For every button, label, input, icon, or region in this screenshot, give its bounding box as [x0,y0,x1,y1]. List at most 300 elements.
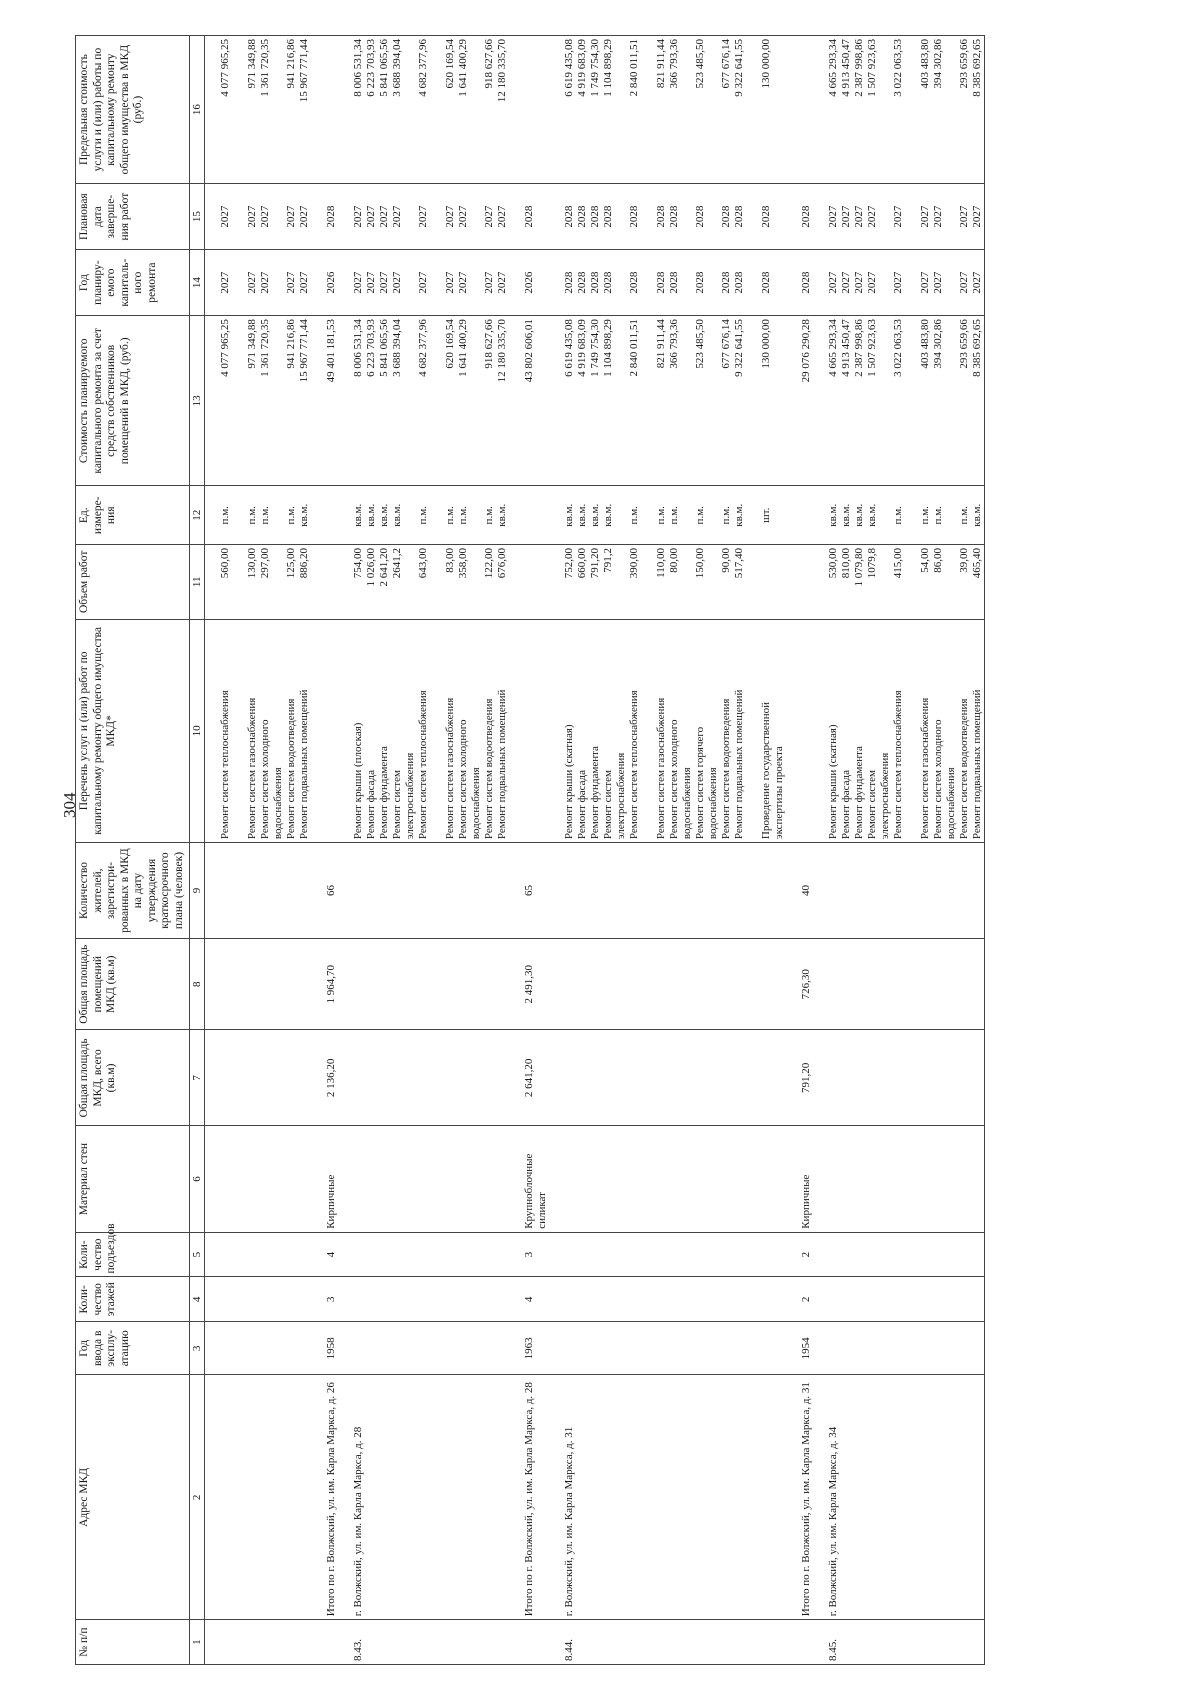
repair-year-line: 2028 [760,271,773,294]
unit-cell [246,486,311,545]
address-cell: Итого по г. Волжский, ул. им. Карла Маркса, д. 31 [800,1375,813,1620]
work-list-line: экспертизы проекта [773,746,786,840]
completion-year-line: 2027 [444,205,457,228]
unit-cell [352,486,430,545]
column-header-5: Коли-чество подъездов [76,1232,190,1277]
column-number-16: 16 [189,36,205,184]
cost-limit-line [404,39,417,180]
completion-year-line: 2027 [932,205,945,228]
cost-limit-line: 130 000,00 [760,39,773,89]
table-row [246,36,311,1665]
column-number-8: 8 [189,938,205,1030]
planned-cost-line: 523 485,50 [694,319,707,369]
spacer-cell [311,1620,325,1665]
unit-line: кв.м. [589,503,602,527]
completion-year-line: 2027 [259,205,272,228]
year-built-cell: 1963 [523,1322,549,1375]
cost-limit-line [681,39,694,180]
planned-cost-line [707,319,720,482]
work-volume-line: 86,00 [932,548,945,573]
cost-limit-line: 8 385 692,65 [971,39,984,97]
work-volume-cell [352,545,430,620]
total-area-cell [655,1030,746,1126]
completion-year-line: 2027 [365,205,378,228]
row-number-cell [444,1620,509,1665]
border-cell [984,250,985,316]
work-volume-line: 517,40 [733,548,746,579]
work-volume-cell [655,545,746,620]
cost-limit-line: 821 911,44 [655,39,668,89]
completion-year-cell [444,184,509,250]
spacer-cell [549,1232,563,1277]
address-cell: г. Волжский, ул. им. Карла Маркса, д. 28 [352,1375,430,1620]
completion-year-line: 2027 [285,205,298,228]
column-header-13: Стоимость планируемого капитального ремонта за счет средств собственников помещений в МКД, (руб.) [76,316,190,486]
completion-year-line: 2028 [655,205,668,228]
spacer-cell [746,619,760,843]
cost-limit-line: 4 919 683,09 [576,39,589,97]
spacer-cell [905,1126,919,1232]
planned-cost-line: 29 076 290,28 [800,319,813,383]
spacer-cell [205,1322,220,1375]
spacer-cell [232,1620,246,1665]
planned-cost-line: 941 216,86 [285,319,298,369]
year-built-cell [444,1322,509,1375]
unit-line: шт. [760,507,773,523]
entrances-cell [352,1232,430,1277]
spacer-cell [232,1126,246,1232]
spacer-cell [430,843,444,939]
spacer-cell [232,250,246,316]
planned-cost-cell [827,316,905,486]
spacer-cell [786,1030,800,1126]
repair-year-line: 2027 [840,271,853,294]
floors-cell: 2 [800,1277,813,1322]
spacer-cell [311,938,325,1030]
planned-cost-line [681,319,694,482]
work-volume-line: 122,00 [483,548,496,579]
planned-cost-line: 8 006 531,34 [352,319,365,377]
column-header-11: Объем работ [76,545,190,620]
work-volume-line: 643,00 [417,548,430,579]
border-cell [984,486,985,545]
spacer-cell [746,1030,760,1126]
unit-line: п.м. [919,506,932,525]
spacer-cell [641,938,655,1030]
spacer-cell [813,1322,827,1375]
completion-year-line: 2027 [378,205,391,228]
work-volume-line [945,548,958,616]
cost-limit-line: 1 749 754,30 [589,39,602,97]
spacer-cell [509,843,523,939]
spacer-cell [338,938,352,1030]
premises-area-cell [352,938,430,1030]
wall-material-cell: Кирпичные [325,1126,338,1232]
spacer-cell [549,619,563,843]
completion-year-line [272,187,285,246]
work-volume-line: 39,00 [958,548,971,573]
work-list-line: Ремонт систем холодного [932,719,945,840]
spacer-cell [786,545,800,620]
planned-cost-line: 4 077 965,25 [219,319,232,377]
work-volume-line [470,548,483,616]
completion-year-line: 2028 [733,205,746,228]
address-cell [219,1375,232,1620]
work-volume-line: 530,00 [827,548,840,579]
spacer-cell [549,184,563,250]
wall-material-cell [444,1126,509,1232]
wall-material-cell [760,1126,786,1232]
work-list-line: водоснабжения [681,767,694,840]
spacer-cell [205,1375,220,1620]
work-volume-line: 110,00 [655,548,668,578]
spacer-cell [786,938,800,1030]
spacer-cell [338,545,352,620]
planned-cost-line [470,319,483,482]
border-cell [984,1232,985,1277]
spacer-cell [205,1232,220,1277]
unit-line: кв.м. [733,503,746,527]
cost-limit-line: 6 223 703,93 [365,39,378,97]
spacer-cell [205,486,220,545]
work-volume-line: 465,40 [971,548,984,579]
spacer-cell [905,486,919,545]
work-volume-line: 390,00 [628,548,641,579]
work-list-cell [760,619,786,843]
spacer-cell [311,1232,325,1277]
wall-material-cell [246,1126,311,1232]
spacer-cell [813,1375,827,1620]
spacer-cell [813,1126,827,1232]
column-number-1: 1 [189,1620,205,1665]
work-volume-line: 791,2 [602,548,615,573]
work-list-cell [325,619,338,843]
work-volume-line: 415,00 [892,548,905,579]
planned-cost-line: 1 361 720,35 [259,319,272,377]
cost-limit-cell [655,36,746,184]
spacer-cell [232,486,246,545]
spacer-cell [786,1375,800,1620]
repair-year-line [615,253,628,312]
column-header-1: № п/п [76,1620,190,1665]
spacer-cell [786,486,800,545]
planned-cost-line: 403 483,80 [919,319,932,369]
planned-cost-line: 971 349,88 [246,319,259,369]
row-number-cell [523,1620,549,1665]
total-area-cell: 2 641,20 [523,1030,549,1126]
table-row [800,36,813,1665]
work-list-line: Проведение государственной [760,702,773,840]
work-volume-line: 83,00 [444,548,457,573]
planned-cost-line [615,319,628,482]
row-spacer [338,36,352,1665]
planned-cost-cell [523,316,549,486]
spacer-cell [746,184,760,250]
spacer-cell [509,36,523,184]
spacer-cell [205,619,220,843]
spacer-cell [549,1126,563,1232]
spacer-cell [232,1322,246,1375]
work-list-line: водоснабжения [470,767,483,840]
residents-cell [246,843,311,939]
cost-limit-cell [919,36,984,184]
spacer-cell [746,486,760,545]
unit-line: п.м. [246,506,259,525]
spacer-cell [813,250,827,316]
repair-year-cell [523,250,549,316]
year-built-cell [919,1322,984,1375]
work-list-cell [246,619,311,843]
spacer-cell [813,316,827,486]
capital-repair-table [75,35,985,1665]
planned-cost-line: 8 385 692,65 [971,319,984,377]
spacer-cell [430,1620,444,1665]
repair-year-line: 2027 [352,271,365,294]
work-list-line: Ремонт фасада [365,769,378,840]
work-volume-line: 80,00 [668,548,681,573]
planned-cost-cell [563,316,641,486]
spacer-cell [549,843,563,939]
residents-cell [219,843,232,939]
spacer-cell [746,316,760,486]
planned-cost-line: 4 665 293,34 [827,319,840,377]
row-number-cell [246,1620,311,1665]
work-list-cell [444,619,509,843]
spacer-cell [205,184,220,250]
repair-year-cell [655,250,746,316]
premises-area-cell [655,938,746,1030]
year-built-cell [655,1322,746,1375]
work-list-line: Ремонт фундамента [853,746,866,840]
repair-year-line [879,253,892,312]
row-spacer [205,36,220,1665]
unit-line [879,489,892,541]
completion-year-cell [655,184,746,250]
column-header-4: Коли-чество этажей [76,1277,190,1322]
unit-line [470,489,483,541]
spacer-cell [905,1232,919,1277]
repair-year-cell [246,250,311,316]
completion-year-line: 2028 [694,205,707,228]
work-list-line: электроснабжения [615,752,628,840]
planned-cost-line [272,319,285,482]
spacer-cell [509,316,523,486]
address-cell: Итого по г. Волжский, ул. им. Карла Маркса, д. 28 [523,1375,549,1620]
table-bottom-border [984,36,985,1665]
work-volume-line [615,548,628,616]
total-area-cell [919,1030,984,1126]
cost-limit-line: 12 180 335,70 [496,39,509,103]
work-list-cell [800,619,813,843]
planned-cost-line: 3 022 063,53 [892,319,905,377]
spacer-cell [549,250,563,316]
border-cell [984,184,985,250]
spacer-cell [813,184,827,250]
cost-limit-line: 4 077 965,25 [219,39,232,97]
spacer-cell [509,1620,523,1665]
column-header-3: Год ввода в эксплу-атацию [76,1322,190,1375]
spacer-cell [509,545,523,620]
total-area-cell [827,1030,905,1126]
column-number-6: 6 [189,1126,205,1232]
repair-year-line: 2028 [602,271,615,294]
cost-limit-line: 941 216,86 [285,39,298,89]
planned-cost-line: 43 802 606,01 [523,319,536,383]
entrances-cell [219,1232,232,1277]
planned-cost-line: 677 676,14 [720,319,733,369]
column-number-11: 11 [189,545,205,620]
table-row [219,36,232,1665]
unit-line: п.м. [444,506,457,525]
address-cell: г. Волжский, ул. им. Карла Маркса, д. 31 [563,1375,641,1620]
work-list-line: электроснабжения [404,752,417,840]
work-volume-cell [444,545,509,620]
residents-cell [352,843,430,939]
repair-year-line: 2026 [325,271,338,294]
spacer-cell [509,1277,523,1322]
cost-limit-line: 15 967 771,44 [298,39,311,103]
wall-material-cell: Кирпичные [800,1126,813,1232]
repair-year-line: 2027 [285,271,298,294]
planned-cost-cell [219,316,232,486]
spacer-cell [509,1232,523,1277]
repair-year-line: 2028 [628,271,641,294]
work-list-line: Ремонт систем газоснабжения [246,697,259,840]
spacer-cell [232,843,246,939]
work-list-line: водоснабжения [272,767,285,840]
cost-limit-line: 620 169,54 [444,39,457,89]
premises-area-cell [219,938,232,1030]
repair-year-cell [563,250,641,316]
planned-cost-cell [246,316,311,486]
spacer-cell [232,545,246,620]
table-row [523,36,549,1665]
spacer-cell [338,1030,352,1126]
unit-line: п.м. [694,506,707,525]
spacer-cell [311,36,325,184]
spacer-cell [311,316,325,486]
spacer-cell [338,1322,352,1375]
spacer-cell [813,486,827,545]
work-volume-line: 297,00 [259,548,272,579]
row-spacer [641,36,655,1665]
cost-limit-line: 971 349,88 [246,39,259,89]
entrances-cell [444,1232,509,1277]
row-spacer [746,36,760,1665]
work-list-line: Ремонт систем теплоснабжения [219,690,232,840]
floors-cell [246,1277,311,1322]
work-list-cell [655,619,746,843]
table-row [444,36,509,1665]
completion-year-line [681,187,694,246]
planned-cost-line: 394 302,86 [932,319,945,369]
repair-year-line: 2028 [694,271,707,294]
spacer-cell [641,316,655,486]
planned-cost-line: 366 793,36 [668,319,681,369]
column-number-4: 4 [189,1277,205,1322]
spacer-cell [509,1375,523,1620]
total-area-cell [760,1030,786,1126]
completion-year-cell [246,184,311,250]
completion-year-line: 2027 [219,205,232,228]
work-list-line: Ремонт систем теплоснабжения [892,690,905,840]
spacer-cell [338,486,352,545]
work-list-line: Ремонт систем теплоснабжения [628,690,641,840]
planned-cost-line: 49 401 181,53 [325,319,338,383]
work-volume-line: 676,00 [496,548,509,579]
spacer-cell [430,184,444,250]
repair-year-line: 2027 [496,271,509,294]
border-cell [984,1322,985,1375]
table-row [655,36,746,1665]
cost-limit-line [945,39,958,180]
cost-limit-line: 6 619 435,08 [563,39,576,97]
unit-line: кв.м. [853,503,866,527]
spacer-cell [232,1030,246,1126]
cost-limit-cell [760,36,786,184]
planned-cost-line: 130 000,00 [760,319,773,369]
unit-cell [800,486,813,545]
planned-cost-line: 293 659,66 [958,319,971,369]
spacer-cell [430,36,444,184]
completion-year-line: 2027 [892,205,905,228]
column-header-9: Количество жителей, зарегистри-рованных в МКД на дату утверждения краткосрочного плана (человек) [76,843,190,939]
completion-year-line: 2027 [827,205,840,228]
wall-material-cell [352,1126,430,1232]
work-volume-line [404,548,417,616]
spacer-cell [641,1322,655,1375]
spacer-cell [509,486,523,545]
row-number-cell: 8.43. [352,1620,430,1665]
work-list-line: Ремонт подвальных помещений [298,689,311,840]
unit-line [681,489,694,541]
completion-year-line: 2028 [602,205,615,228]
cost-limit-line: 677 676,14 [720,39,733,89]
repair-year-line: 2027 [483,271,496,294]
border-cell [984,619,985,843]
residents-cell [563,843,641,939]
spacer-cell [813,1620,827,1665]
spacer-cell [205,36,220,184]
spacer-cell [509,1030,523,1126]
planned-cost-line: 1 104 898,29 [602,319,615,377]
planned-cost-line: 4 913 450,47 [840,319,853,377]
unit-line: кв.м. [298,503,311,527]
spacer-cell [311,250,325,316]
planned-cost-line: 4 682 377,96 [417,319,430,377]
planned-cost-cell [655,316,746,486]
spacer-cell [509,250,523,316]
border-cell [984,1375,985,1620]
completion-year-cell [800,184,813,250]
cost-limit-line: 2 387 998,86 [853,39,866,97]
spacer-cell [311,1030,325,1126]
repair-year-cell [444,250,509,316]
spacer-cell [338,316,352,486]
column-number-14: 14 [189,250,205,316]
spacer-cell [205,938,220,1030]
unit-line: кв.м. [827,503,840,527]
unit-cell [523,486,549,545]
residents-cell [919,843,984,939]
cost-limit-line: 1 104 898,29 [602,39,615,97]
completion-year-line: 2028 [576,205,589,228]
unit-line: п.м. [285,506,298,525]
repair-year-line: 2027 [958,271,971,294]
repair-year-line: 2027 [259,271,272,294]
page-number: 304 [60,792,79,818]
completion-year-line: 2027 [391,205,404,228]
